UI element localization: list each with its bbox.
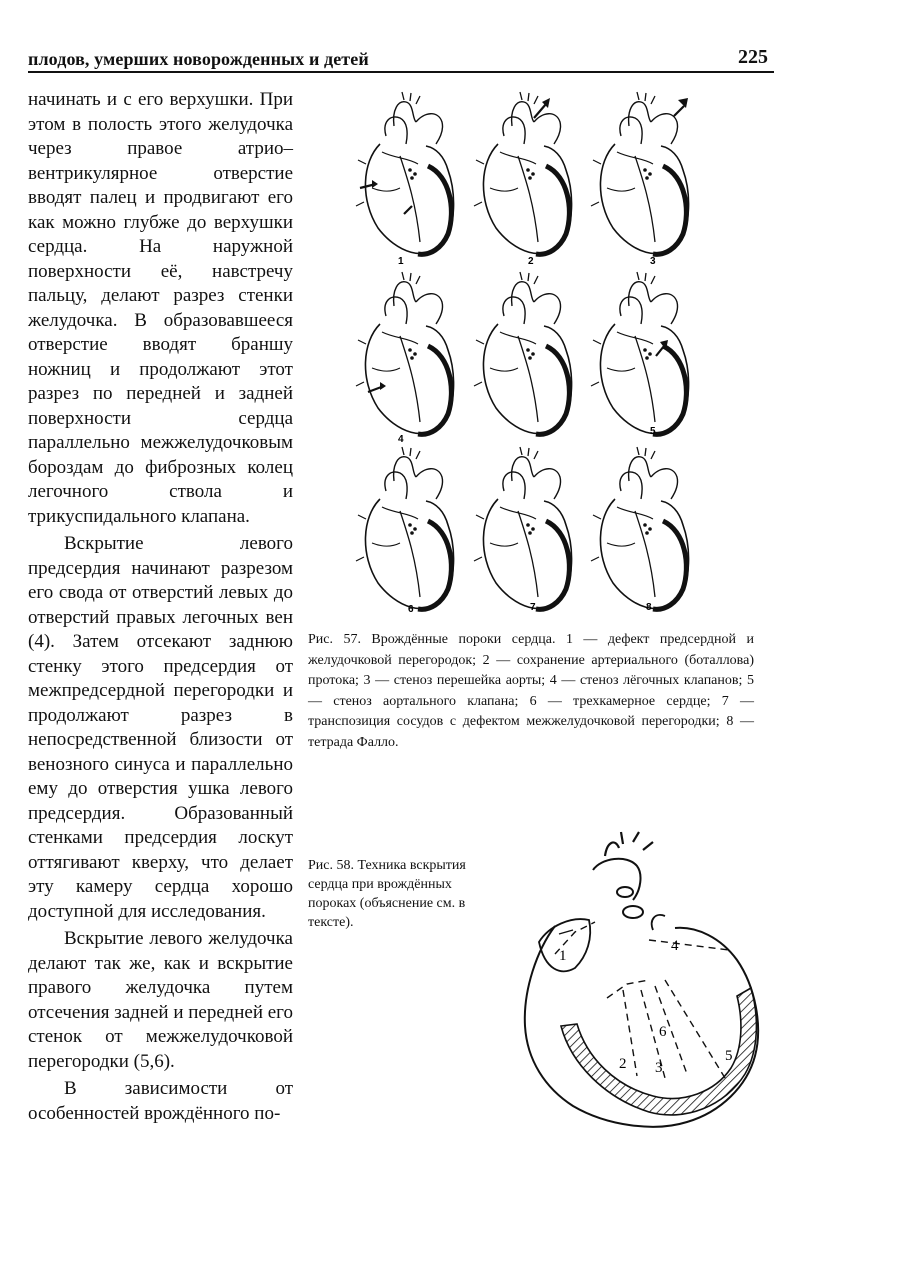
incision-line-4 bbox=[649, 940, 729, 950]
panel-number-6: 6 bbox=[408, 604, 414, 615]
panel-1-septal-arrow-icon bbox=[404, 206, 412, 214]
panel-3-heart bbox=[591, 92, 689, 254]
panel-5-arrow-icon bbox=[656, 346, 664, 356]
panel-number-7: 7 bbox=[530, 602, 536, 613]
cut-label-5: 5 bbox=[725, 1048, 733, 1064]
body-paragraph: В зависимости от особенностей врождённого по- bbox=[28, 1078, 293, 1124]
figure-57-drawing bbox=[346, 92, 716, 617]
figure-58-heart-dissection bbox=[515, 830, 785, 1140]
panel-4-arrowhead-icon bbox=[380, 382, 386, 390]
cut-label-4: 4 bbox=[671, 938, 679, 954]
panel-3-isthmus-arrow-icon bbox=[674, 106, 684, 116]
incision-line-5 bbox=[665, 980, 725, 1078]
panel-number-5: 5 bbox=[650, 426, 656, 437]
panel-1-heart bbox=[356, 92, 454, 254]
page-number: 225 bbox=[738, 46, 768, 68]
panel-number-3: 3 bbox=[650, 256, 656, 267]
panel-number-1: 1 bbox=[398, 256, 404, 267]
panel-5b-heart bbox=[591, 272, 689, 434]
atrial-appendage bbox=[652, 915, 665, 930]
figure-58-drawing bbox=[515, 830, 785, 1140]
panel-4-heart bbox=[356, 272, 454, 434]
cut-label-2: 2 bbox=[619, 1056, 627, 1072]
figure-57-caption: Рис. 57. Врождённые пороки сердца. 1 — дефект предсердной и желудочковой перегородок; 2 — сохранение артериального (боталлова) протока; 3 — стеноз перешейка аорты; 4 — стеноз лёгочных клапанов; 5 — стеноз аортального клапана; 6 — трехкамерное сердце; 7 — транспозиция сосудов с дефектом межжелудочковой перегородки; 8 — тетрада Фалло. bbox=[308, 632, 754, 750]
body-paragraph: Вскрытие левого желудочка делают так же, как и вскрытие правого желудочка путем отсечения задней и передней его стенок от межжелудочковой перегородки (5,6). bbox=[28, 928, 293, 1072]
vessel-branches bbox=[605, 832, 653, 856]
panel-number-2: 2 bbox=[528, 256, 534, 267]
panel-number-8: 8 bbox=[646, 602, 652, 613]
cut-label-3: 3 bbox=[655, 1060, 663, 1076]
vessel-opening bbox=[623, 906, 643, 918]
panel-2-heart bbox=[474, 92, 572, 254]
running-title: плодов, умерших новорожденных и детей bbox=[28, 49, 369, 69]
incision-arrow-icon bbox=[559, 930, 573, 934]
cut-label-1: 1 bbox=[559, 948, 567, 964]
panel-5a-heart bbox=[474, 272, 572, 434]
body-paragraph: начинать и с его верхушки. При этом в полость этого желудочка через правое атрио–вентрикулярное отверстие вводят палец и продвигают его как можно глубже до верхушки сердца. На наружной поверхности её, навстречу пальцу, делают разрез стенки желудочка. В образовавшееся отверстие вводят браншу ножниц и продолжают этот разрез по передней и задней поверхности сердца параллельно межжелудочковым бороздам до фиброзных колец легочного ствола и трикуспидального клапана. bbox=[28, 89, 293, 527]
header-rule bbox=[28, 71, 774, 73]
body-paragraph: Вскрытие левого предсердия начинают разрезом его свода от отверстий левых до отверстий правых легочных вен (4). Затем отсекают заднюю стенку этого предсердия от межпредсердной перегородки и продолжают разрез в непосредственной близости от венозного синуса и параллельно ему до отверстия ушка левого предсердия. Образованный стенками предсердия лоскут оттягивают кверху, что делает эту камеру сердца хорошо доступной для исследования. bbox=[28, 533, 293, 922]
cut-label-6: 6 bbox=[659, 1024, 667, 1040]
vessel-opening bbox=[617, 887, 633, 897]
panel-number-4: 4 bbox=[398, 434, 404, 445]
body-text-column bbox=[28, 88, 293, 1126]
panel-6-heart bbox=[356, 447, 454, 609]
figure-58-caption: Рис. 58. Техника вскрытия сердца при врождённых пороках (объяснение см. в тексте). bbox=[308, 858, 466, 930]
figure-57-heart-defects bbox=[346, 92, 716, 617]
panel-8-heart bbox=[591, 447, 689, 609]
panel-1-arrowhead-icon bbox=[372, 180, 378, 188]
panel-7-heart bbox=[474, 447, 572, 609]
